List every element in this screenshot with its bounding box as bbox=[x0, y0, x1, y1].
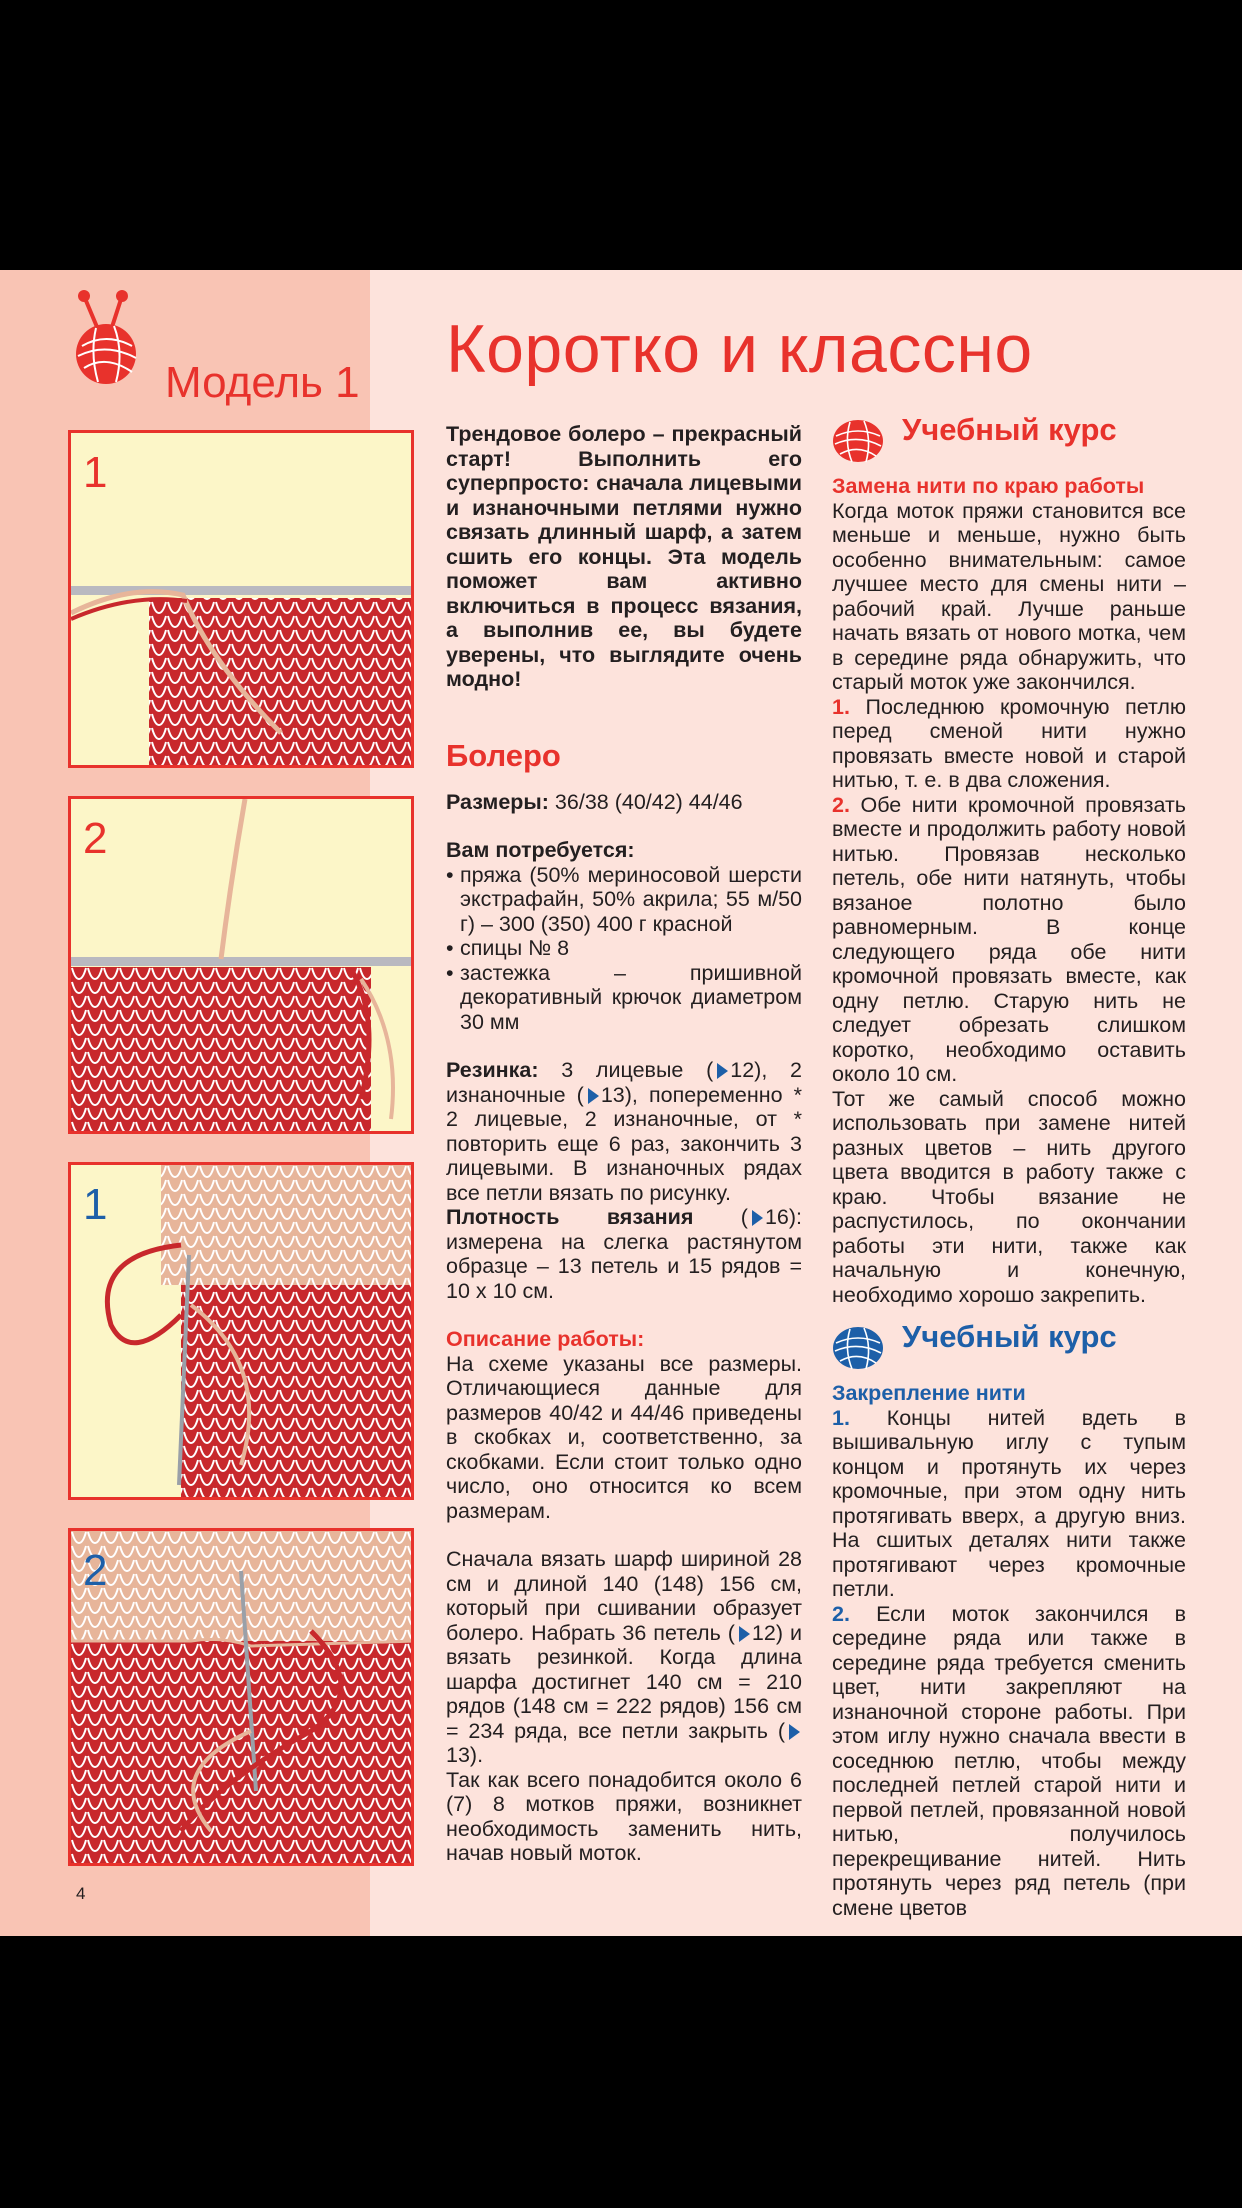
course-step bbox=[832, 793, 1186, 1087]
triangle-ref-icon bbox=[789, 1724, 800, 1740]
illustration-panel-2 bbox=[68, 796, 414, 1134]
page-title: Коротко и классно bbox=[446, 311, 1033, 387]
course-column bbox=[832, 414, 1186, 1920]
panel-number: 2 bbox=[83, 1546, 108, 1595]
illustration-panel-3 bbox=[68, 1162, 414, 1500]
triangle-ref-icon bbox=[739, 1626, 750, 1642]
course-step bbox=[832, 1602, 1186, 1921]
step-number: 2. bbox=[832, 792, 850, 817]
yarn-ball-icon bbox=[832, 418, 884, 464]
knitting-illustration-4 bbox=[71, 1531, 414, 1866]
triangle-ref-icon bbox=[588, 1088, 599, 1104]
knitting-illustration-3 bbox=[71, 1165, 414, 1500]
page-number: 4 bbox=[76, 1884, 86, 1903]
bolero-column bbox=[446, 422, 802, 1866]
sizes-label: Размеры: bbox=[446, 789, 549, 814]
materials-list bbox=[446, 863, 802, 1035]
course-step bbox=[832, 1406, 1186, 1602]
yarn-ball-icon bbox=[62, 288, 162, 388]
intro-text: Трендовое болеро – прекрасный старт! Выполнить его суперпросто: сначала лицевыми и изнаночными петлями нужно связать длинный шарф, а затем сшить его концы. Эта модель поможет вам активно включиться в процесс вязания, а выполнив ее, вы будете уверены, что выглядите очень модно! bbox=[446, 422, 802, 691]
list-item: • застежка – пришивной декоративный крючок диаметром 30 мм bbox=[446, 961, 802, 1035]
illustration-panel-4 bbox=[68, 1528, 414, 1866]
knitting-illustration-1 bbox=[71, 433, 414, 768]
course-title: Учебный курс bbox=[902, 1319, 1117, 1354]
rib-text: 3 лицевые ( bbox=[538, 1058, 714, 1082]
step-number: 1. bbox=[832, 1405, 850, 1430]
sizes-value: 36/38 (40/42) 44/46 bbox=[548, 789, 743, 814]
bolero-heading: Болеро bbox=[446, 737, 561, 773]
page-ref: 13 bbox=[600, 1082, 625, 1107]
rib-text: ), 2 изнаночные ( bbox=[446, 1058, 802, 1107]
panel-number: 1 bbox=[83, 1180, 108, 1229]
page-ref: 12 bbox=[730, 1058, 755, 1082]
page bbox=[0, 270, 1242, 1936]
illustration-panel-1 bbox=[68, 430, 414, 768]
description-paragraph: На схеме указаны все размеры. Отличающиеся данные для размеров 40/42 и 44/46 приведены в скобках и, соответственно, за скобками. Если стоит только одно число, оно относится ко всем размерам. bbox=[446, 1351, 802, 1523]
course-header bbox=[832, 414, 1186, 474]
course-header bbox=[832, 1321, 1186, 1381]
page-ref: 12 bbox=[751, 1620, 776, 1645]
course-paragraph: Когда моток пряжи становится все меньше и меньше, нужно быть особенно внимательным: самое лучшее место для смены нити – рабочий край. Лучше раньше начать вязать от нового мотка, чем в середине ряда обнаружить, что старый моток уже закончился. bbox=[832, 498, 1186, 694]
desc-text: ). bbox=[469, 1743, 484, 1767]
step-text: Последнюю кромочную петлю перед сменой нити нужно провязать вместе новой и старой нитью, т. е. в два сложения. bbox=[832, 694, 1186, 792]
description-paragraph: Так как всего понадобится около 6 (7) 8 мотков пряжи, возникнет необходимость заменить нить, начав новый моток. bbox=[446, 1767, 802, 1865]
course-title: Учебный курс bbox=[902, 412, 1117, 447]
sizes-line bbox=[446, 790, 802, 815]
step-number: 1. bbox=[832, 694, 850, 719]
page-ref: 13 bbox=[446, 1743, 470, 1767]
density-text: ( bbox=[693, 1205, 748, 1229]
step-text: Если моток закончился в середине ряда или также в середине ряда требуется сменить цвет, нити закрепляют на изнаночной стороне работы. При этом иглу нужно сначала ввести в соседнюю петлю, чтобы между последней петлей старой нити и первой петлей, провязанной новой нитью, получилось перекрещивание нитей. Нить протянуть через ряд петель (при смене цветов bbox=[832, 1601, 1186, 1920]
need-label: Вам потребуется: bbox=[446, 838, 635, 862]
density-text: ): измерена на слегка растянутом образце – 13 петель и 15 рядов = 10 х 10 см. bbox=[446, 1205, 803, 1303]
rib-paragraph bbox=[446, 1058, 802, 1205]
list-item: • пряжа (50% мериносовой шерсти экстрафайн, 50% акрила; 55 м/50 г) – 300 (350) 400 г красной bbox=[446, 863, 802, 937]
panel-number: 2 bbox=[83, 814, 108, 863]
description-paragraph bbox=[446, 1547, 802, 1768]
step-number: 2. bbox=[832, 1601, 850, 1626]
list-item: • спицы № 8 bbox=[446, 936, 802, 961]
knitting-illustration-2 bbox=[71, 799, 414, 1134]
page-ref: 16 bbox=[764, 1205, 789, 1229]
panel-number: 1 bbox=[83, 448, 108, 497]
model-title: Модель 1 bbox=[165, 358, 360, 407]
course-subtitle: Закрепление нити bbox=[832, 1381, 1026, 1405]
density-label: Плотность вязания bbox=[446, 1205, 694, 1229]
course-subtitle: Замена нити по краю работы bbox=[832, 474, 1145, 498]
course-paragraph: Тот же самый способ можно использовать при замене нитей разных цветов – нить другого цвета вводится в работу также с краю. Чтобы вязание не распустилось, по окончании работы эти нити, также как начальную и конечную, необходимо хорошо закрепить. bbox=[832, 1086, 1186, 1307]
triangle-ref-icon bbox=[752, 1210, 763, 1226]
course-step bbox=[832, 695, 1186, 793]
desc-text: ) и вязать резинкой. Когда длина шарфа достигнет 140 см = 210 рядов (148 см = 222 рядов) 156 см = 234 ряда, все петли закрыть ( bbox=[446, 1620, 802, 1743]
step-text: Обе нити кромочной провязать вместе и продолжить работу новой нитью. Провязав несколько петель, обе нити натянуть, чтобы вязаное полотно было равномерным. В конце следующего ряда обе нити кромочной провязать вместе, как одну петлю. Старую нить не следует обрезать слишком коротко, необходимо оставить около 10 см. bbox=[832, 792, 1186, 1086]
description-heading: Описание работы: bbox=[446, 1327, 645, 1351]
desc-text: Сначала вязать шарф шириной 28 см и длиной 140 (148) 156 см, который при сшивании образует болеро. Набрать 36 петель ( bbox=[446, 1547, 802, 1645]
triangle-ref-icon bbox=[717, 1063, 728, 1079]
step-text: Концы нитей вдеть в вышивальную иглу с тупым концом и протянуть их через кромочные, при этом одну нить протягивать вверх, а другую вниз. На сшитых деталях нити также протягивают через кромочные петли. bbox=[832, 1405, 1186, 1601]
density-paragraph bbox=[446, 1205, 802, 1303]
rib-label: Резинка: bbox=[446, 1058, 539, 1082]
rib-text: ), попеременно * 2 лицевые, 2 изнаночные, от * повторить еще 6 раз, закончить 3 лицевыми. В изнаночных рядах все петли вязать по рисунку. bbox=[446, 1082, 802, 1205]
yarn-ball-icon bbox=[832, 1325, 884, 1371]
